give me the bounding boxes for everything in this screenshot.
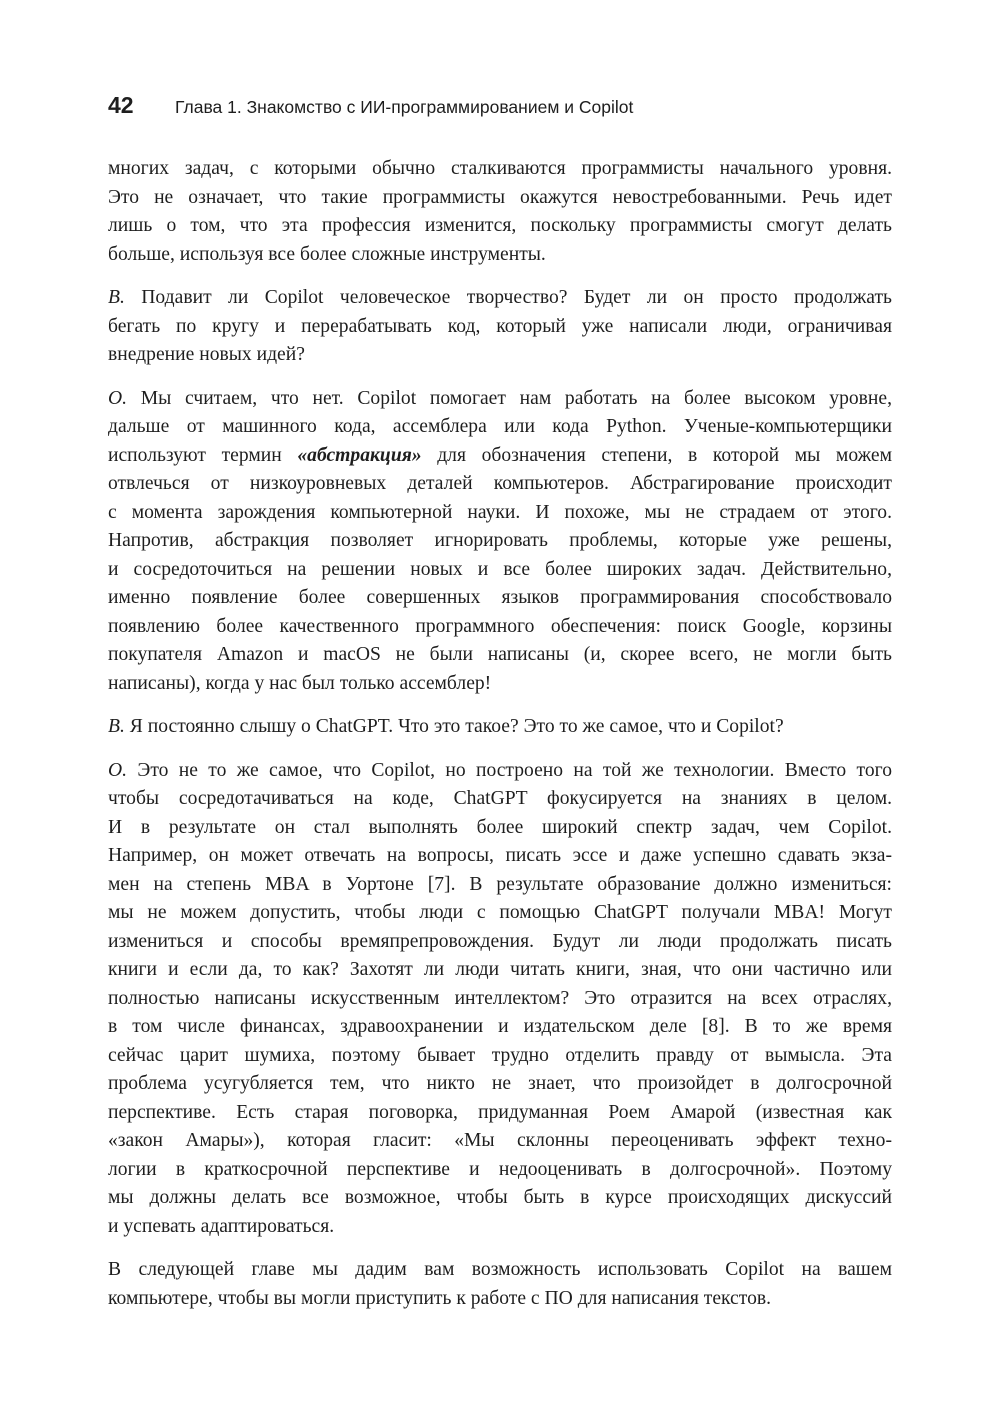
paragraph — [108, 1256, 892, 1313]
text-line — [108, 499, 892, 528]
text-segment: компьютере, чтобы вы могли приступить к работе с ПО для написания текстов. — [108, 1287, 772, 1309]
text-segment: перспективе. Есть старая поговорка, придуманная Роем Амарой (известная как — [108, 1101, 892, 1123]
paragraph — [108, 385, 892, 699]
page-number: 42 — [108, 92, 134, 118]
text-line — [108, 871, 892, 900]
qa-label: В. — [108, 716, 125, 737]
text-segment: мы не можем допустить, чтобы люди с помощью ChatGPT получали MBA! Могут — [108, 902, 892, 923]
text-segment: мы должны делать все возможное, чтобы быть в курсе происходящих дискуссий — [108, 1187, 892, 1208]
text-segment: мен на степень MBA в Уортоне [7]. В результате образование должно измениться: — [108, 873, 892, 895]
text-line — [108, 1127, 892, 1156]
text-segment: написаны), когда у нас был только ассемблер! — [108, 672, 492, 694]
text-segment: Я постоянно слышу о ChatGPT. Что это такое? Это то же самое, что и Copilot? — [124, 716, 784, 737]
text-segment: Мы считаем, что нет. Copilot помогает нам работать на более высоком уровне, — [127, 387, 892, 409]
text-line — [108, 1256, 892, 1285]
paragraph — [108, 757, 892, 1242]
text-line — [108, 284, 892, 313]
paragraph — [108, 284, 892, 370]
text-line — [108, 814, 892, 843]
text-segment: бегать по кругу и перерабатывать код, который уже написали люди, ограничивая — [108, 315, 892, 337]
text-line — [108, 385, 892, 414]
text-line — [108, 413, 892, 442]
text-line — [108, 155, 892, 184]
text-segment: чтобы сосредотачиваться на коде, ChatGPT фокусируется на знаниях в целом. — [108, 788, 892, 809]
text-segment: Напротив, абстракция позволяет игнорировать проблемы, которые уже решены, — [108, 530, 892, 551]
text-line — [108, 757, 892, 786]
text-segment: многих задач, с которыми обычно сталкиваются программисты начального уровня. — [108, 158, 892, 179]
qa-label: О. — [108, 387, 128, 409]
text-segment: лишь о том, что эта профессия изменится, поскольку программисты смогут делать — [108, 215, 892, 236]
text-segment: с момента зарождения компьютерной науки. И похоже, мы не страдаем от этого. — [108, 501, 892, 523]
text-line — [108, 1156, 892, 1185]
text-line — [108, 785, 892, 814]
text-segment: И в результате он стал выполнять более широкий спектр задач, чем Copilot. — [108, 816, 892, 838]
text-line — [108, 241, 892, 270]
text-line — [108, 1042, 892, 1071]
text-line — [108, 556, 892, 585]
text-line — [108, 1013, 892, 1042]
page-body — [108, 155, 892, 1328]
text-segment: Это не то же самое, что Copilot, но построено на той же технологии. Вместо того — [127, 759, 892, 781]
text-segment: больше, используя все более сложные инструменты. — [108, 243, 546, 265]
text-line — [108, 956, 892, 985]
text-segment: именно появление более совершенных языков программирования способствовало — [108, 587, 892, 608]
text-segment: внедрение новых идей? — [108, 344, 305, 365]
text-line — [108, 1099, 892, 1128]
text-line — [108, 341, 892, 370]
text-segment: Подавит ли Copilot человеческое творчество? Будет ли он просто продолжать — [124, 287, 892, 308]
text-segment: проблема усугубляется тем, что никто не знает, что произойдет в долгосрочной — [108, 1073, 892, 1094]
qa-label: О. — [108, 759, 128, 781]
chapter-title: Глава 1. Знакомство с ИИ-программированием и Copilot — [175, 97, 634, 117]
running-header — [108, 92, 633, 119]
emphasized-term: «абстракция» — [297, 444, 422, 466]
text-segment: и сосредоточиться на решении новых и все более широких задач. Действительно, — [108, 558, 892, 580]
text-segment: измениться и способы времяпрепровождения. Будут ли люди продолжать писать — [108, 930, 892, 952]
text-segment: логии в краткосрочной перспективе и недооценивать в долгосрочной». Поэтому — [108, 1158, 892, 1180]
text-segment: сейчас царит шумиха, поэтому бывает трудно отделить правду от вымысла. Эта — [108, 1044, 892, 1066]
text-line — [108, 212, 892, 241]
text-segment: полностью написаны искусственным интеллектом? Это отразится на всех отраслях, — [108, 987, 892, 1009]
text-line — [108, 1213, 892, 1242]
text-segment: Это не означает, что такие программисты окажутся невостребованными. Речь идет — [108, 186, 892, 208]
text-segment: дальше от машинного кода, ассемблера или кода Python. Ученые-компьютерщики — [108, 416, 892, 437]
text-segment: для обозначения степени, в которой мы можем — [421, 444, 893, 466]
text-line — [108, 641, 892, 670]
text-segment: книги и если да, то как? Захотят ли люди читать книги, зная, что они частично или — [108, 959, 892, 980]
text-segment: отвлечься от низкоуровневых деталей компьютеров. Абстрагирование происходит — [108, 473, 892, 494]
qa-label: В. — [108, 287, 125, 308]
text-line — [108, 842, 892, 871]
text-line — [108, 985, 892, 1014]
text-segment: «закон Амары»), которая гласит: «Мы склонны переоценивать эффект техно- — [108, 1130, 892, 1151]
text-line — [108, 527, 892, 556]
text-line — [108, 1070, 892, 1099]
text-line — [108, 928, 892, 957]
text-line — [108, 442, 892, 471]
text-line — [108, 470, 892, 499]
paragraph — [108, 713, 892, 742]
text-segment: появлению более качественного программного обеспечения: поиск Google, корзины — [108, 615, 892, 637]
text-segment: В следующей главе мы дадим вам возможность использовать Copilot на вашем — [108, 1259, 892, 1280]
text-line — [108, 313, 892, 342]
text-segment: в том числе финансах, здравоохранении и издательском деле [8]. В то же время — [108, 1016, 892, 1037]
text-line — [108, 613, 892, 642]
text-segment: и успевать адаптироваться. — [108, 1215, 335, 1237]
text-line — [108, 184, 892, 213]
text-segment: Например, он может отвечать на вопросы, писать эссе и даже успешно сдавать экза- — [108, 845, 892, 866]
text-line — [108, 899, 892, 928]
text-segment: используют термин — [108, 444, 298, 466]
text-line — [108, 1184, 892, 1213]
text-line — [108, 1285, 892, 1314]
paragraph — [108, 155, 892, 269]
text-line — [108, 584, 892, 613]
text-line — [108, 713, 892, 742]
text-line — [108, 670, 892, 699]
text-segment: покупателя Amazon и macOS не были написаны (и, скорее всего, не могли быть — [108, 644, 892, 665]
